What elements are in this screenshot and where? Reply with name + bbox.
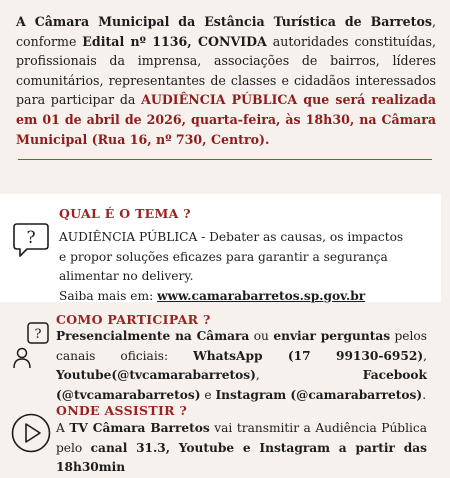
participar-text-1: ou — [249, 329, 274, 343]
participar-whatsapp: WhatsApp (17 99130-6952) — [193, 348, 424, 363]
intro-paragraph — [16, 12, 436, 149]
tema-more-label: Saiba mais em: — [59, 288, 158, 303]
assistir-text-2: vai transmitir a Audiência Pública pelo — [56, 421, 427, 455]
participar-perguntas: enviar perguntas — [273, 329, 391, 343]
tema-text — [59, 228, 411, 306]
participar-text-3: , — [423, 348, 427, 363]
svg-text:?: ? — [26, 228, 36, 248]
participar-facebook: Facebook (@tvcamarabarretos) — [56, 368, 427, 402]
tema-description: - Debater as causas, os impactos e propor soluções eficazes para garantir a segurança alimentar no delivery. — [59, 230, 404, 283]
intro-institution: A Câmara Municipal da Estância Turística de Barretos — [16, 14, 432, 29]
assistir-heading: ONDE ASSISTIR ? — [56, 403, 188, 418]
tema-label: AUDIÊNCIA PÚBLICA — [59, 230, 198, 244]
play-circle-icon — [10, 412, 52, 458]
participar-instagram: Instagram (@camarabarretos) — [215, 387, 423, 402]
participar-text-2: pelos canais oficiais: — [56, 329, 427, 363]
participar-text-5: e — [200, 387, 216, 402]
intro-event-details: AUDIÊNCIA PÚBLICA que será realizada em 01 de abril de 2026, quarta-feira, às 18h30, na Câmara Municipal (Rua 16, nº 730, Centro). — [16, 92, 436, 147]
assistir-text-1: A — [56, 421, 70, 435]
svg-text:?: ? — [34, 327, 42, 342]
participar-youtube: Youtube(@tvcamarabarretos) — [56, 368, 256, 382]
intro-text-1: , conforme — [16, 14, 436, 49]
assistir-tv: TV Câmara Barretos — [69, 421, 210, 435]
divider — [18, 159, 432, 160]
participar-heading: COMO PARTICIPAR ? — [56, 312, 211, 327]
participar-presencial: Presencialmente na Câmara — [56, 329, 250, 343]
intro-edital: Edital nº 1136, CONVIDA — [82, 33, 267, 49]
participar-text — [56, 327, 427, 405]
person-question-icon — [11, 322, 51, 374]
tema-heading: QUAL É O TEMA ? — [59, 206, 191, 221]
speech-bubble-question-icon — [11, 220, 51, 264]
intro-text-2: autoridades constituídas, profissionais da imprensa, associações de bairros, líderes comunitários, representantes de classes e cidadãos interessados para participar da — [16, 33, 436, 108]
assistir-text — [56, 419, 427, 478]
assistir-channels: canal 31.3, Youtube e Instagram a partir das 18h30min — [56, 440, 427, 474]
tema-site-link[interactable]: www.camarabarretos.sp.gov.br — [157, 288, 366, 303]
participar-text-4: , — [255, 368, 363, 382]
participar-text-6: . — [422, 387, 427, 402]
